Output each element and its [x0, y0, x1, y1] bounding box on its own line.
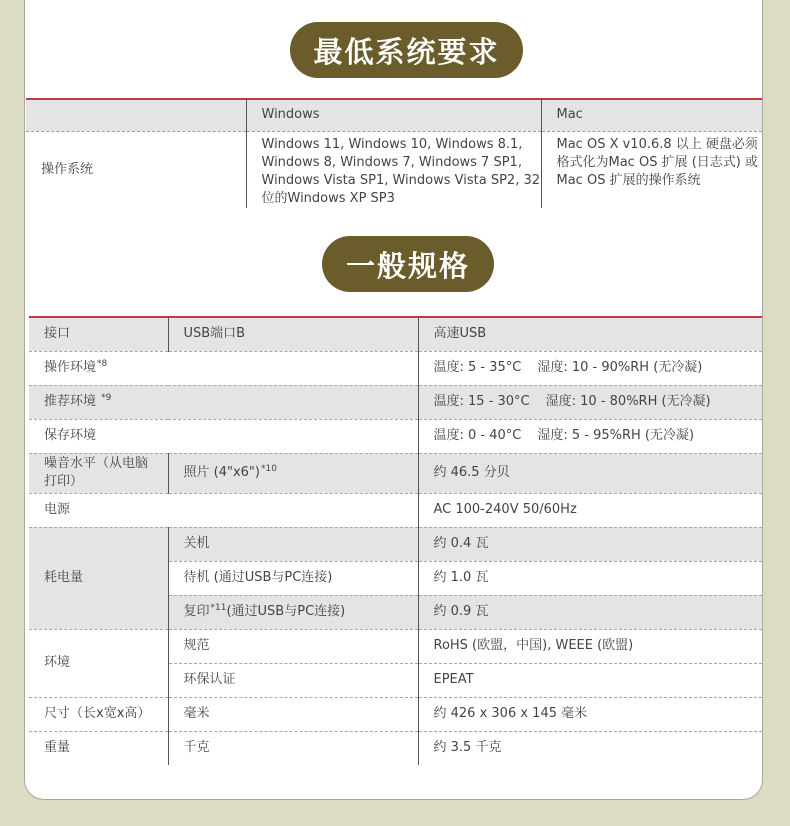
windows-versions: Windows 11, Windows 10, Windows 8.1, Windows 8, Windows 7, Windows 7 SP1, Windows Vista SP1, Windows Vista SP2, 32 位的Windows XP SP3 [246, 131, 541, 208]
power-label: 电源 [29, 493, 418, 527]
consumption-off-value: 约 0.4 瓦 [418, 527, 762, 561]
operating-env-label: 操作环境$^{*8}$ [29, 351, 418, 385]
os-label: 操作系统 [26, 131, 246, 208]
table-row [29, 629, 762, 663]
consumption-copy-label: 复印$^{*11}$(通过USB与PC连接) [168, 595, 418, 629]
environment-label: 环境 [29, 629, 168, 697]
table-row [29, 527, 762, 561]
noise-label: 噪音水平（从电脑打印） [29, 453, 168, 493]
consumption-standby-label: 待机 (通过USB与PC连接) [168, 561, 418, 595]
power-value: AC 100-240V 50/60Hz [418, 493, 762, 527]
table-row [29, 493, 762, 527]
environment-regulation-label: 规范 [168, 629, 418, 663]
table-row [29, 453, 762, 493]
consumption-off-label: 关机 [168, 527, 418, 561]
header-windows: Windows [246, 99, 541, 131]
table-row [26, 131, 762, 208]
table-row [29, 419, 762, 453]
consumption-standby-value: 约 1.0 瓦 [418, 561, 762, 595]
table-row [29, 731, 762, 765]
weight-value: 约 3.5 千克 [418, 731, 762, 765]
interface-port: USB端口B [168, 317, 418, 351]
environment-eco-label: 环保认证 [168, 663, 418, 697]
interface-value: 高速USB [418, 317, 762, 351]
recommended-env-label: 推荐环境 $^{*9}$ [29, 385, 418, 419]
consumption-copy-value: 约 0.9 瓦 [418, 595, 762, 629]
weight-label: 重量 [29, 731, 168, 765]
dimensions-label: 尺寸（长x宽x高） [29, 697, 168, 731]
section-title-min-requirements: 最低系统要求 [290, 22, 523, 78]
dimensions-unit: 毫米 [168, 697, 418, 731]
table-row [29, 351, 762, 385]
general-spec-table [29, 316, 762, 765]
environment-eco-value: EPEAT [418, 663, 762, 697]
os-requirements-table [26, 98, 762, 208]
table-row [29, 385, 762, 419]
consumption-label: 耗电量 [29, 527, 168, 629]
weight-unit: 千克 [168, 731, 418, 765]
table-row [29, 317, 762, 351]
storage-env-value: 温度: 0 - 40°C 湿度: 5 - 95%RH (无冷凝) [418, 419, 762, 453]
storage-env-label: 保存环境 [29, 419, 418, 453]
operating-env-value: 温度: 5 - 35°C 湿度: 10 - 90%RH (无冷凝) [418, 351, 762, 385]
table-header-row [26, 99, 762, 131]
section-title-general-specs: 一般规格 [322, 236, 494, 292]
interface-label: 接口 [29, 317, 168, 351]
environment-regulation-value: RoHS (欧盟，中国), WEEE (欧盟) [418, 629, 762, 663]
mac-versions: Mac OS X v10.6.8 以上 硬盘必须格式化为Mac OS 扩展 (日志式) 或Mac OS 扩展的操作系统 [541, 131, 762, 208]
recommended-env-value: 温度: 15 - 30°C 湿度: 10 - 80%RH (无冷凝) [418, 385, 762, 419]
header-mac: Mac [541, 99, 762, 131]
table-row [29, 697, 762, 731]
noise-condition: 照片 (4"x6")$^{*10}$ [168, 453, 418, 493]
header-blank [26, 99, 246, 131]
dimensions-value: 约 426 x 306 x 145 毫米 [418, 697, 762, 731]
noise-value: 约 46.5 分贝 [418, 453, 762, 493]
